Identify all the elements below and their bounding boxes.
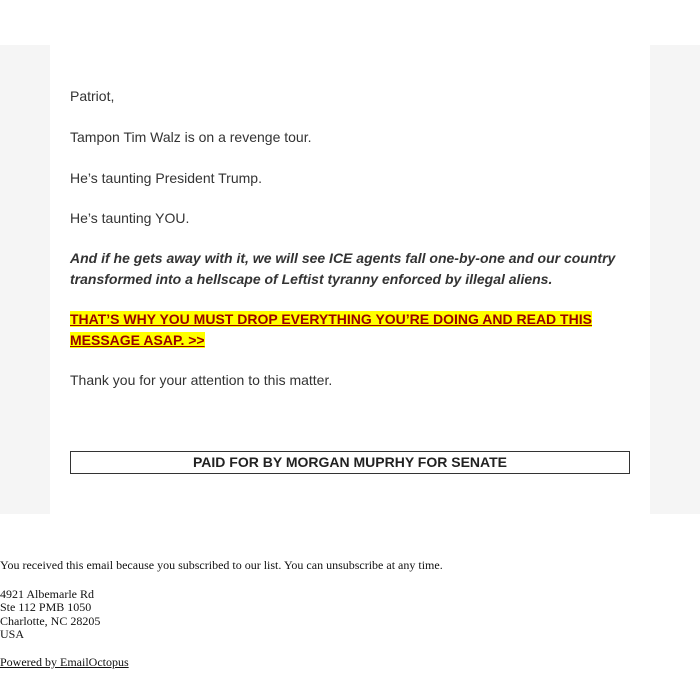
body-line-taunting-president: He’s taunting President Trump. xyxy=(70,170,262,186)
subscription-notice: You received this email because you subscribed to our list. You can unsubscribe at any time. xyxy=(0,558,443,572)
cta-link-line-a[interactable]: THAT’S WHY YOU MUST DROP EVERYTHING YOU’RE DOING AND READ THIS xyxy=(70,311,592,327)
body-line-taunting-you: He’s taunting YOU. xyxy=(70,210,190,226)
address-line-city: Charlotte, NC 28205 xyxy=(0,614,101,628)
address-line-country: USA xyxy=(0,627,25,641)
body-line-revenge-tour: Tampon Tim Walz is on a revenge tour. xyxy=(70,129,312,145)
powered-by-link[interactable]: Powered by EmailOctopus xyxy=(0,655,129,669)
cta-link-line-b[interactable]: MESSAGE ASAP. >> xyxy=(70,332,205,348)
body-emphasis-line-a: And if he gets away with it, we will see ICE agents fall one-by-one and our country xyxy=(70,250,616,266)
paid-for-disclaimer: PAID FOR BY MORGAN MUPRHY FOR SENATE xyxy=(70,451,630,474)
greeting: Patriot, xyxy=(70,88,115,104)
cta-paragraph xyxy=(70,309,630,351)
address-line-street: 4921 Albemarle Rd xyxy=(0,587,94,601)
thank-you-line: Thank you for your attention to this matter. xyxy=(70,372,333,388)
body-emphasis-paragraph xyxy=(70,248,630,290)
address-line-suite: Ste 112 PMB 1050 xyxy=(0,600,92,614)
body-emphasis-line-b: transformed into a hellscape of Leftist tyranny enforced by illegal aliens. xyxy=(70,271,553,287)
